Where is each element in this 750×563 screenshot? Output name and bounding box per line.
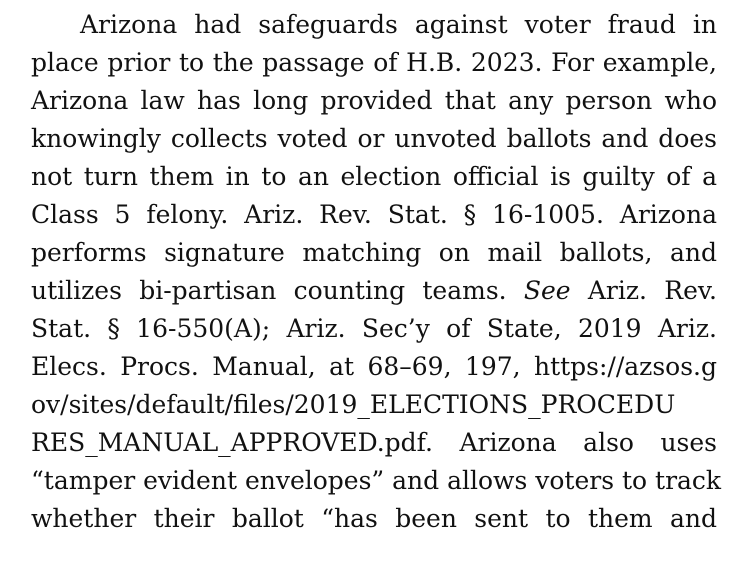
line-text: whether their ballot “has been sent to them and — [31, 504, 717, 533]
line-text: ov/sites/default/files/2019_ELECTIONS_PROCEDU — [31, 390, 676, 419]
paragraph-line — [31, 348, 717, 386]
line-text: Ariz. Rev. — [570, 276, 717, 305]
line-text: Stat. § 16-550(A); Ariz. Sec’y of State, 2019 Ariz. — [31, 314, 717, 343]
paragraph-line — [80, 6, 717, 44]
line-text: performs signature matching on mail ballots, and — [31, 238, 717, 267]
paragraph-line — [31, 310, 717, 348]
paragraph-line — [31, 500, 717, 538]
paragraph-line — [31, 44, 717, 82]
line-text: Class 5 felony. Ariz. Rev. Stat. § 16-1005. Arizona — [31, 200, 717, 229]
paragraph-line — [31, 424, 717, 462]
paragraph-line — [31, 120, 717, 158]
line-text: Elecs. Procs. Manual, at 68–69, 197, https://azsos.g — [31, 352, 717, 381]
line-text: knowingly collects voted or unvoted ballots and does — [31, 124, 717, 153]
line-text: not turn them in to an election official is guilty of a — [31, 162, 717, 191]
italic-signal-text: See — [523, 276, 571, 305]
line-text: place prior to the passage of H.B. 2023. For example, — [31, 48, 717, 77]
paragraph-line — [31, 272, 717, 310]
line-text: utilizes bi-partisan counting teams. — [31, 276, 524, 305]
line-text: Arizona law has long provided that any person who — [31, 86, 717, 115]
paragraph-line — [31, 82, 717, 120]
paragraph-line — [31, 234, 717, 272]
line-text: RES_MANUAL_APPROVED.pdf. Arizona also uses — [31, 428, 717, 457]
paragraph-line — [31, 196, 717, 234]
line-text: Arizona had safeguards against voter fraud in — [80, 10, 717, 39]
paragraph-line — [31, 386, 717, 424]
paragraph-line — [31, 158, 717, 196]
line-text: “tamper evident envelopes” and allows voters to track — [31, 466, 722, 495]
paragraph-line — [31, 462, 722, 500]
